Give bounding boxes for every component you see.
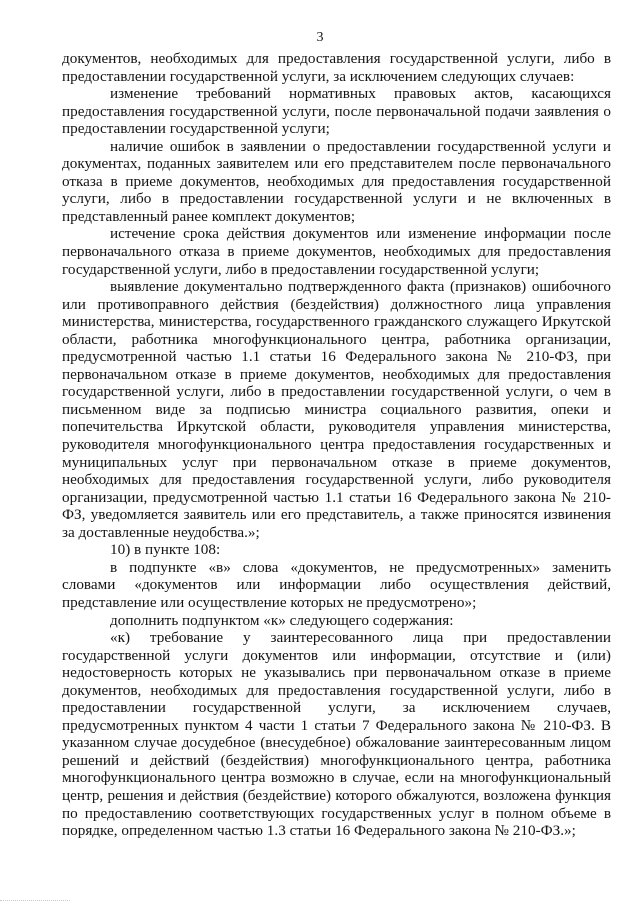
paragraph-subitem-k-text: «к) требование у заинтересованного лица при предоставлении государственной услуги документов или информации, отсутствие и (или) недостоверность которых не указывались при первоначальном отказе в приеме документов, необходимых для предоставления государственной услуги, либо в предоставлении государственной услуги, за исключением случаев, предусмотренных пунктом 4 части 1 статьи 7 Федерального закона № 210-ФЗ. В указанном случае досудебное (внесудебное) обжалование заинтересованным лицом решений и действий (бездействия) многофункционального центра, работника многофункционального центра возможно в случае, если на многофункциональный центр, решения и действия (бездействие) которого обжалуются, возложена функция по предоставлению соответствующих государственных услуг в полном объеме в порядке, определенном частью 1.3 статьи 16 Федерального закона № 210-ФЗ.»;	[62, 629, 611, 840]
paragraph-case-errors: наличие ошибок в заявлении о предоставлении государственной услуги и документах, поданных заявителем или его представителем после первоначального отказа в приеме документов, необходимых для предоставления государственной услуги, либо в предоставлении государственной услуги и не включенных в представленный ранее комплект документов;	[62, 137, 611, 225]
document-body	[62, 50, 611, 840]
paragraph-add-subitem-k: дополнить подпунктом «к» следующего содержания:	[110, 611, 454, 629]
paragraph-case-official-error: выявление документально подтвержденного факта (признаков) ошибочного или противоправного действия (бездействия) должностного лица управления министерства, министерства, государственного гражданского служащего Иркутской области, работника многофункционального центра, работника организации, предусмотренной частью 1.1 статьи 16 Федерального закона № 210-ФЗ, при первоначальном отказе в приеме документов, необходимых для предоставления государственной услуги, либо в предоставлении государственной услуги, о чем в письменном виде за подписью министра социального развития, опеки и попечительства Иркутской области, руководителя управления министерства, руководителя многофункционального центра предоставления государственных и муниципальных услуг при первоначальном отказе в приеме документов, необходимых для предоставления государственной услуги, либо руководителя организации, предусмотренной частью 1.1 статьи 16 Федерального закона № 210-ФЗ, уведомляется заявитель или его представитель, а также приносятся извинения за доставленные неудобства.»;	[62, 278, 611, 541]
paragraph-case-expiry: истечение срока действия документов или изменение информации после первоначального отказа в приеме документов, необходимых для предоставления государственной услуги, либо в предоставлении государственной услуги;	[62, 225, 611, 278]
scan-artifact	[0, 900, 70, 903]
paragraph-subitem-v: в подпункте «в» слова «документов, не предусмотренных» заменить словами «документов или информации либо осуществления действий, представление или осуществление которых не предусмотрено»;	[62, 558, 611, 611]
paragraph-continuation: документов, необходимых для предоставления государственной услуги, либо в предоставлении государственной услуги, за исключением следующих случаев:	[62, 50, 611, 85]
page-number: 3	[316, 30, 324, 45]
paragraph-case-regulation-change: изменение требований нормативных правовых актов, касающихся предоставления государственной услуги, после первоначальной подачи заявления о предоставлении государственной услуги;	[62, 85, 611, 138]
paragraph-item-10: 10) в пункте 108:	[110, 541, 221, 559]
